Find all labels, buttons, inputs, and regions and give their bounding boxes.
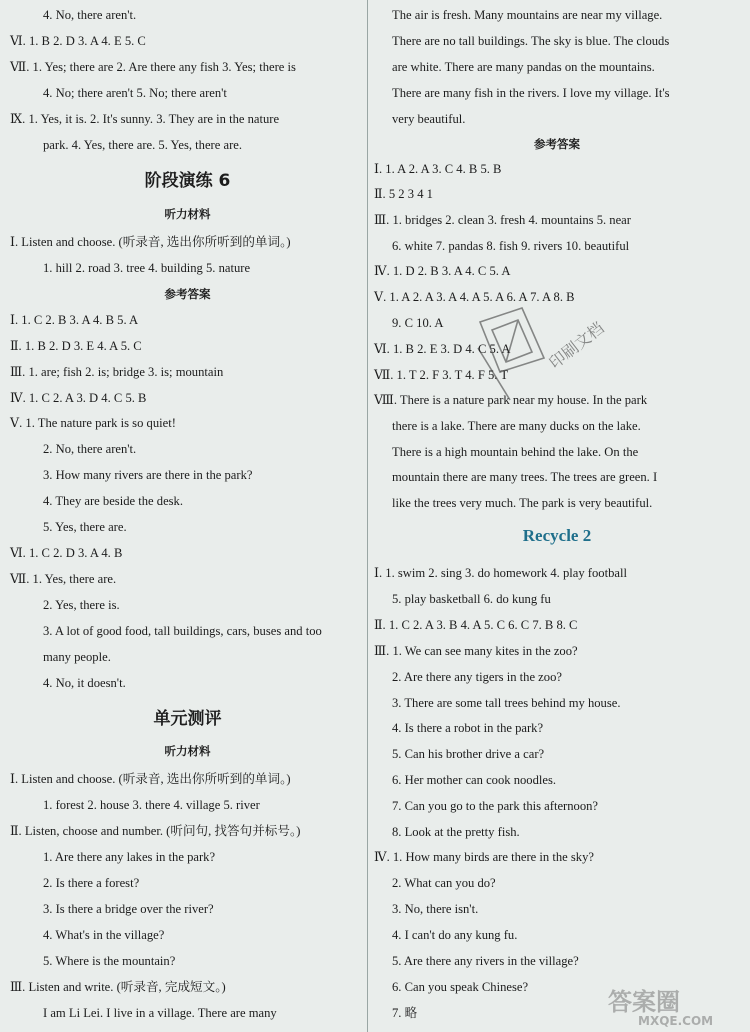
text-line: 1. forest 2. house 3. there 4. village 5. river bbox=[43, 798, 260, 812]
subsection-title: 参考答案 bbox=[534, 137, 580, 151]
column-divider bbox=[367, 0, 368, 1032]
section-title: 阶段演练 6 bbox=[144, 171, 231, 191]
text-line: 9. C 10. A bbox=[392, 316, 444, 330]
watermark-url-text: MXQE.COM bbox=[638, 1014, 714, 1028]
text-line: Ⅷ. There is a nature park near my house. In the park bbox=[374, 393, 648, 407]
text-line: Ⅲ. 1. are; fish 2. is; bridge 3. is; mountain bbox=[10, 365, 224, 379]
text-line: Ⅲ. 1. bridges 2. clean 3. fresh 4. mountains 5. near bbox=[374, 213, 631, 227]
text-line: Ⅴ. 1. A 2. A 3. A 4. A 5. A 6. A 7. A 8. B bbox=[374, 290, 575, 304]
text-line: 6. white 7. pandas 8. fish 9. rivers 10. beautiful bbox=[392, 239, 630, 253]
text-line: 4. No; there aren't 5. No; there aren't bbox=[43, 86, 227, 100]
text-line: 2. Yes, there is. bbox=[43, 598, 120, 612]
text-line: Ⅵ. 1. B 2. D 3. A 4. E 5. C bbox=[10, 34, 146, 48]
text-line: Ⅰ. 1. C 2. B 3. A 4. B 5. A bbox=[10, 313, 139, 327]
text-line: Ⅶ. 1. T 2. F 3. T 4. F 5. T bbox=[374, 368, 509, 382]
text-line: 1. hill 2. road 3. tree 4. building 5. nature bbox=[43, 261, 251, 275]
stamp-watermark-icon bbox=[470, 300, 610, 410]
text-line: Ⅱ. 5 2 3 4 1 bbox=[374, 187, 433, 201]
text-line: 3. Is there a bridge over the river? bbox=[43, 902, 214, 916]
stamp-text: 印刷文档 bbox=[545, 318, 608, 373]
subsection-title: 听力材料 bbox=[164, 744, 211, 758]
text-line: Ⅶ. 1. Yes, there are. bbox=[10, 572, 117, 586]
text-line: 2. No, there aren't. bbox=[43, 442, 137, 456]
text-line: 4. They are beside the desk. bbox=[43, 494, 184, 508]
text-line: 2. Are there any tigers in the zoo? bbox=[392, 670, 562, 684]
text-line: The air is fresh. Many mountains are near my village. bbox=[392, 8, 663, 22]
text-line: Ⅵ. 1. B 2. E 3. D 4. C 5. A bbox=[374, 342, 511, 356]
site-watermark-icon bbox=[604, 984, 744, 1028]
text-line: 5. play basketball 6. do kung fu bbox=[392, 592, 551, 606]
text-line: 5. Can his brother drive a car? bbox=[392, 747, 545, 761]
text-line: 4. Is there a robot in the park? bbox=[392, 721, 544, 735]
watermark-logo-text: 答案圈 bbox=[608, 988, 680, 1016]
text-line: Ⅱ. 1. B 2. D 3. E 4. A 5. C bbox=[10, 339, 142, 353]
text-line: park. 4. Yes, there are. 5. Yes, there are. bbox=[43, 138, 242, 152]
text-line: 4. What's in the village? bbox=[43, 928, 165, 942]
text-line: 7. Can you go to the park this afternoon? bbox=[392, 799, 599, 813]
text-line: Ⅳ. 1. C 2. A 3. D 4. C 5. B bbox=[10, 391, 147, 405]
text-line: mountain there are many trees. The trees are green. I bbox=[392, 470, 658, 484]
text-line: 2. What can you do? bbox=[392, 876, 496, 890]
text-line: 5. Yes, there are. bbox=[43, 520, 127, 534]
text-line: Ⅶ. 1. Yes; there are 2. Are there any fish 3. Yes; there is bbox=[10, 60, 296, 74]
text-line: Ⅰ. Listen and choose. (听录音, 选出你所听到的单词。) bbox=[10, 235, 291, 249]
text-line: Ⅸ. 1. Yes, it is. 2. It's sunny. 3. They are in the nature bbox=[10, 112, 280, 126]
text-line: Ⅰ. 1. A 2. A 3. C 4. B 5. B bbox=[374, 162, 502, 176]
text-line: Ⅱ. Listen, choose and number. (听问句, 找答句并标号。) bbox=[10, 824, 301, 838]
text-line: 4. I can't do any kung fu. bbox=[392, 928, 518, 942]
text-line: Ⅱ. 1. C 2. A 3. B 4. A 5. C 6. C 7. B 8. C bbox=[374, 618, 578, 632]
text-line: there is a lake. There are many ducks on the lake. bbox=[392, 419, 641, 433]
text-line: many people. bbox=[43, 650, 111, 664]
text-line: 1. Are there any lakes in the park? bbox=[43, 850, 216, 864]
text-line: 4. No, it doesn't. bbox=[43, 676, 126, 690]
text-line: Ⅳ. 1. D 2. B 3. A 4. C 5. A bbox=[374, 264, 511, 278]
text-line: 3. There are some tall trees behind my house. bbox=[392, 696, 621, 710]
text-line: 5. Where is the mountain? bbox=[43, 954, 176, 968]
text-line: Ⅲ. Listen and write. (听录音, 完成短文。) bbox=[10, 980, 226, 994]
text-line: Ⅰ. Listen and choose. (听录音, 选出你所听到的单词。) bbox=[10, 772, 291, 786]
text-line: very beautiful. bbox=[392, 112, 466, 126]
text-line: 8. Look at the pretty fish. bbox=[392, 825, 520, 839]
text-line: like the trees very much. The park is very beautiful. bbox=[392, 496, 653, 510]
text-line: There are many fish in the rivers. I love my village. It's bbox=[392, 86, 670, 100]
text-line: 3. How many rivers are there in the park? bbox=[43, 468, 253, 482]
subsection-title: 参考答案 bbox=[164, 287, 211, 301]
subsection-title: 听力材料 bbox=[164, 207, 211, 221]
text-line: are white. There are many pandas on the mountains. bbox=[392, 60, 655, 74]
text-line: 2. Is there a forest? bbox=[43, 876, 140, 890]
text-line: 3. No, there isn't. bbox=[392, 902, 479, 916]
text-line: Ⅳ. 1. How many birds are there in the sky? bbox=[374, 850, 594, 864]
text-line: There are no tall buildings. The sky is blue. The clouds bbox=[392, 34, 670, 48]
text-line: 5. Are there any rivers in the village? bbox=[392, 954, 579, 968]
text-line: 4. No, there aren't. bbox=[43, 8, 137, 22]
text-line: Ⅵ. 1. C 2. D 3. A 4. B bbox=[10, 546, 123, 560]
text-line: I am Li Lei. I live in a village. There are many bbox=[43, 1006, 277, 1020]
text-line: Ⅰ. 1. swim 2. sing 3. do homework 4. play football bbox=[374, 566, 627, 580]
text-line: 6. Can you speak Chinese? bbox=[392, 980, 529, 994]
text-line: There is a high mountain behind the lake. On the bbox=[392, 445, 639, 459]
text-line: 7. 略 bbox=[392, 1006, 418, 1020]
text-line: Ⅴ. 1. The nature park is so quiet! bbox=[10, 416, 176, 430]
section-title: Recycle 2 bbox=[522, 526, 592, 545]
section-title: 单元测评 bbox=[153, 709, 222, 729]
text-line: 6. Her mother can cook noodles. bbox=[392, 773, 557, 787]
text-line: 3. A lot of good food, tall buildings, cars, buses and too bbox=[43, 624, 322, 638]
text-line: Ⅲ. 1. We can see many kites in the zoo? bbox=[374, 644, 578, 658]
